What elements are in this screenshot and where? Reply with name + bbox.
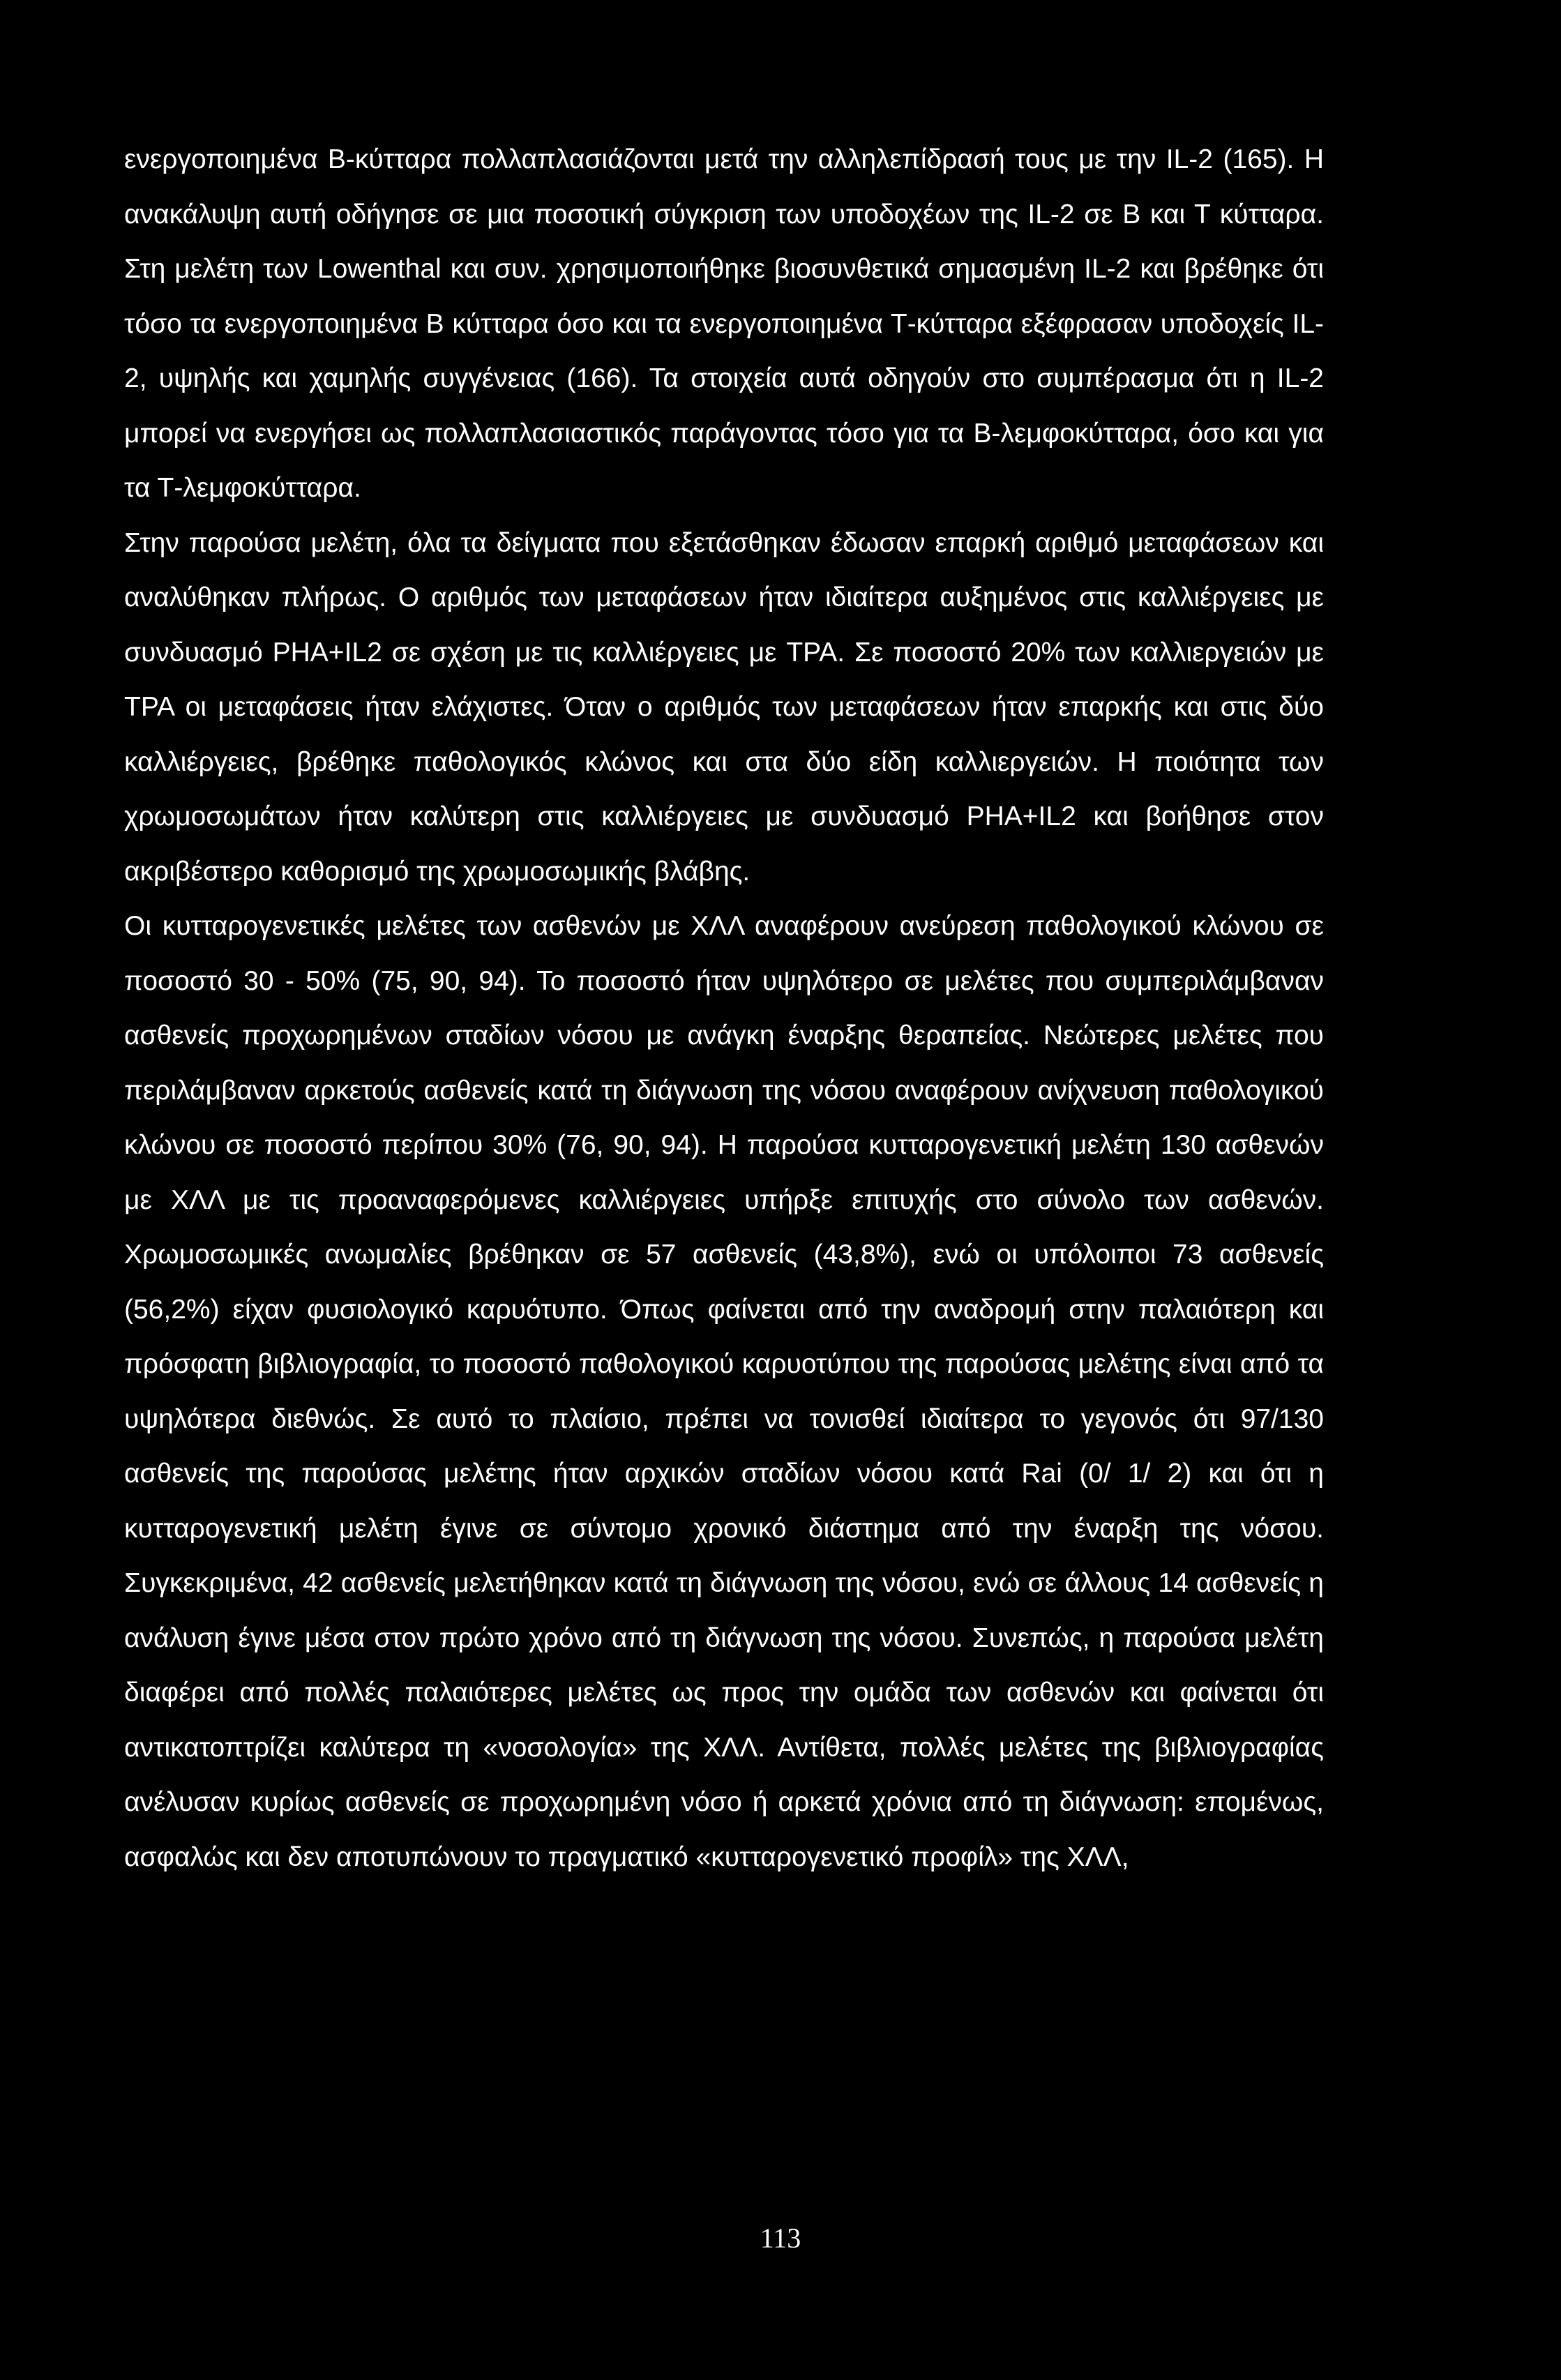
paragraph-3: Οι κυτταρογενετικές μελέτες των ασθενών με ΧΛΛ αναφέρουν ανεύρεση παθολογικού κλώνου σε ποσοστό 30 - 50% (75, 90, 94). Το ποσοστό ήταν υψηλότερο σε μελέτες που συμπεριλάμβαναν ασθενείς προχωρημένων σταδίων νόσου με ανάγκη έναρξης θεραπείας. Νεώτερες μελέτες που περιλάμβαναν αρκετούς ασθενείς κατά τη διάγνωση της νόσου αναφέρουν ανίχνευση παθολογικού κλώνου σε ποσοστό περίπου 30% (76, 90, 94). Η παρούσα κυτταρογενετική μελέτη 130 ασθενών με ΧΛΛ με τις προαναφερόμενες καλλιέργειες υπήρξε επιτυχής στο σύνολο των ασθενών. Χρωμοσωμικές ανωμαλίες βρέθηκαν σε 57 ασθενείς (43,8%), ενώ οι υπόλοιποι 73 ασθενείς (56,2%) είχαν φυσιολογικό καρυότυπο. Όπως φαίνεται από την αναδρομή στην παλαιότερη και πρόσφατη βιβλιογραφία, το ποσοστό παθολογικού καρυοτύπου της παρούσας μελέτης είναι από τα υψηλότερα διεθνώς. Σε αυτό το πλαίσιο, πρέπει να τονισθεί ιδιαίτερα το γεγονός ότι 97/130 ασθενείς της παρούσας μελέτης ήταν αρχικών σταδίων νόσου κατά Rai (0/ 1/ 2) και ότι η κυτταρογενετική μελέτη έγινε σε σύντομο χρονικό διάστημα από την έναρξη της νόσου. Συγκεκριμένα, 42 ασθενείς μελετήθηκαν κατά τη διάγνωση της νόσου, ενώ σε άλλους 14 ασθενείς η ανάλυση έγινε μέσα στον πρώτο χρόνο από τη διάγνωση της νόσου. Συνεπώς, η παρούσα μελέτη διαφέρει από πολλές παλαιότερες μελέτες ως προς την ομάδα των ασθενών και φαίνεται ότι αντικατοπτρίζει καλύτερα τη «νοσολογία» της ΧΛΛ. Αντίθετα, πολλές μελέτες της βιβλιογραφίας ανέλυσαν κυρίως ασθενείς σε προχωρημένη νόσο ή αρκετά χρόνια από τη διάγνωση: επομένως, ασφαλώς και δεν αποτυπώνουν το πραγματικό «κυτταρογενετικό προφίλ» της ΧΛΛ, <box>124 911 1324 1872</box>
paragraph-1: ενεργοποιημένα Β-κύτταρα πολλαπλασιάζονται μετά την αλληλεπίδρασή τους με την IL-2 (165). Η ανακάλυψη αυτή οδήγησε σε μια ποσοτική σύγκριση των υποδοχέων της IL-2 σε Β και Τ κύτταρα. Στη μελέτη των Lowenthal και συν. χρησιμοποιήθηκε βιοσυνθετικά σημασμένη IL-2 και βρέθηκε ότι τόσο τα ενεργοποιημένα Β κύτταρα όσο και τα ενεργοποιημένα Τ-κύτταρα εξέφρασαν υποδοχείς IL-2, υψηλής και χαμηλής συγγένειας (166). Τα στοιχεία αυτά οδηγούν στο συμπέρασμα ότι η IL-2 μπορεί να ενεργήσει ως πολλαπλασιαστικός παράγοντας τόσο για τα Β-λεμφοκύτταρα, όσο και για τα Τ-λεμφοκύτταρα. <box>124 144 1324 503</box>
page-number: 113 <box>760 2222 801 2254</box>
paragraph-2: Στην παρούσα μελέτη, όλα τα δείγματα που εξετάσθηκαν έδωσαν επαρκή αριθμό μεταφάσεων και αναλύθηκαν πλήρως. Ο αριθμός των μεταφάσεων ήταν ιδιαίτερα αυξημένος στις καλλιέργειες με συνδυασμό PHA+IL2 σε σχέση με τις καλλιέργειες με TPA. Σε ποσοστό 20% των καλλιεργειών με TPA οι μεταφάσεις ήταν ελάχιστες. Όταν ο αριθμός των μεταφάσεων ήταν επαρκής και στις δύο καλλιέργειες, βρέθηκε παθολογικός κλώνος και στα δύο είδη καλλιεργειών. Η ποιότητα των χρωμοσωμάτων ήταν καλύτερη στις καλλιέργειες με συνδυασμό PHA+IL2 και βοήθησε στον ακριβέστερο καθορισμό της χρωμοσωμικής βλάβης. <box>124 527 1324 887</box>
body-text <box>124 133 1324 1885</box>
